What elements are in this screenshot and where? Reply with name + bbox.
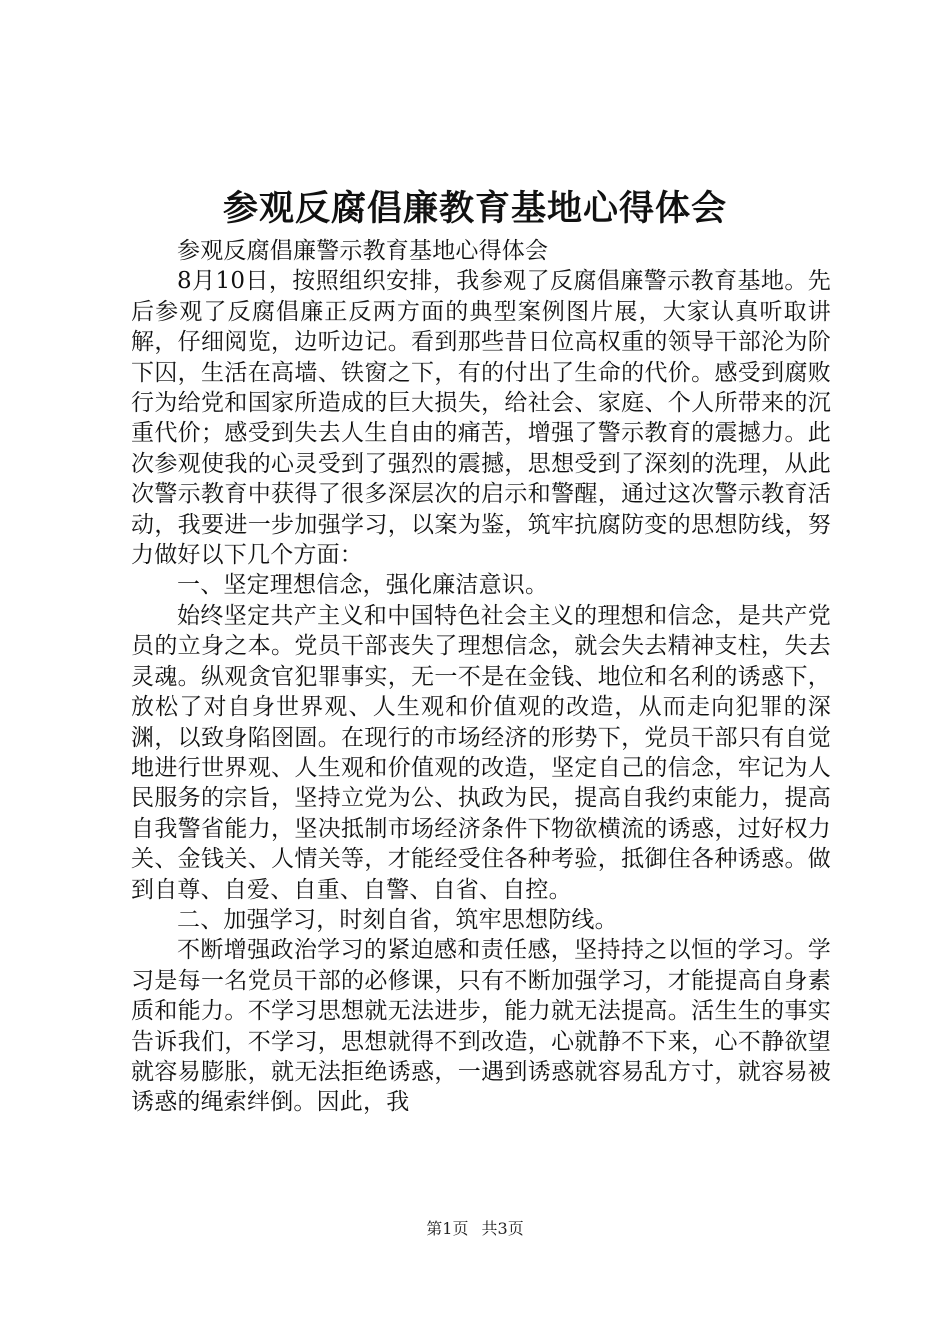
page-number: 第1页 (426, 1219, 469, 1238)
document-body (131, 236, 831, 1118)
section-2-paragraph: 不断增强政治学习的紧迫感和责任感，坚持持之以恒的学习。学习是每一名党员干部的必修课，只有不断加强学习，才能提高自身素质和能力。不学习思想就无法进步，能力就无法提高。活生生的事实告诉我们，不学习，思想就得不到改造，心就静不下来，心不静欲望就容易膨胀，就无法拒绝诱惑，一遇到诱惑就容易乱方寸，就容易被诱惑的绳索绊倒。因此，我 (131, 937, 831, 1116)
page-total: 共3页 (481, 1219, 524, 1238)
intro-paragraph: 8月10日，按照组织安排，我参观了反腐倡廉警示教育基地。先后参观了反腐倡廉正反两方面的典型案例图片展，大家认真听取讲解，仔细阅览，边听边记。看到那些昔日位高权重的领导干部沦为阶下囚，生活在高墙、铁窗之下，有的付出了生命的代价。感受到腐败行为给党和国家所造成的巨大损失，给社会、家庭、个人所带来的沉重代价；感受到失去人生自由的痛苦，增强了警示教育的震撼力。此次参观使我的心灵受到了强烈的震撼，思想受到了深刻的洗理，从此次警示教育中获得了很多深层次的启示和警醒，通过这次警示教育活动，我要进一步加强学习，以案为鉴，筑牢抗腐防变的思想防线，努力做好以下几个方面： (131, 268, 831, 569)
subtitle-paragraph: 参观反腐倡廉警示教育基地心得体会 (177, 238, 549, 264)
section-1-paragraph: 始终坚定共产主义和中国特色社会主义的理想和信念，是共产党员的立身之本。党员干部丧失了理想信念，就会失去精神支柱，失去灵魂。纵观贪官犯罪事实，无一不是在金钱、地位和名利的诱惑下，放松了对自身世界观、人生观和价值观的改造，从而走向犯罪的深渊，以致身陷囹圄。在现行的市场经济的形势下，党员干部只有自觉地进行世界观、人生观和价值观的改造，坚定自己的信念，牢记为人民服务的宗旨，坚持立党为公、执政为民，提高自我约束能力，提高自我警省能力，坚决抵制市场经济条件下物欲横流的诱惑，过好权力关、金钱关、人情关等，才能经受住各种考验，抵御住各种诱惑。做到自尊、自爱、自重、自警、自省、自控。 (131, 602, 831, 903)
section-heading-1: 一、坚定理想信念，强化廉洁意识。 (177, 572, 549, 599)
section-heading-2: 二、加强学习，时刻自省，筑牢思想防线。 (177, 906, 618, 933)
page-title: 参观反腐倡廉教育基地心得体会 (222, 189, 727, 229)
page-footer (0, 1218, 950, 1240)
